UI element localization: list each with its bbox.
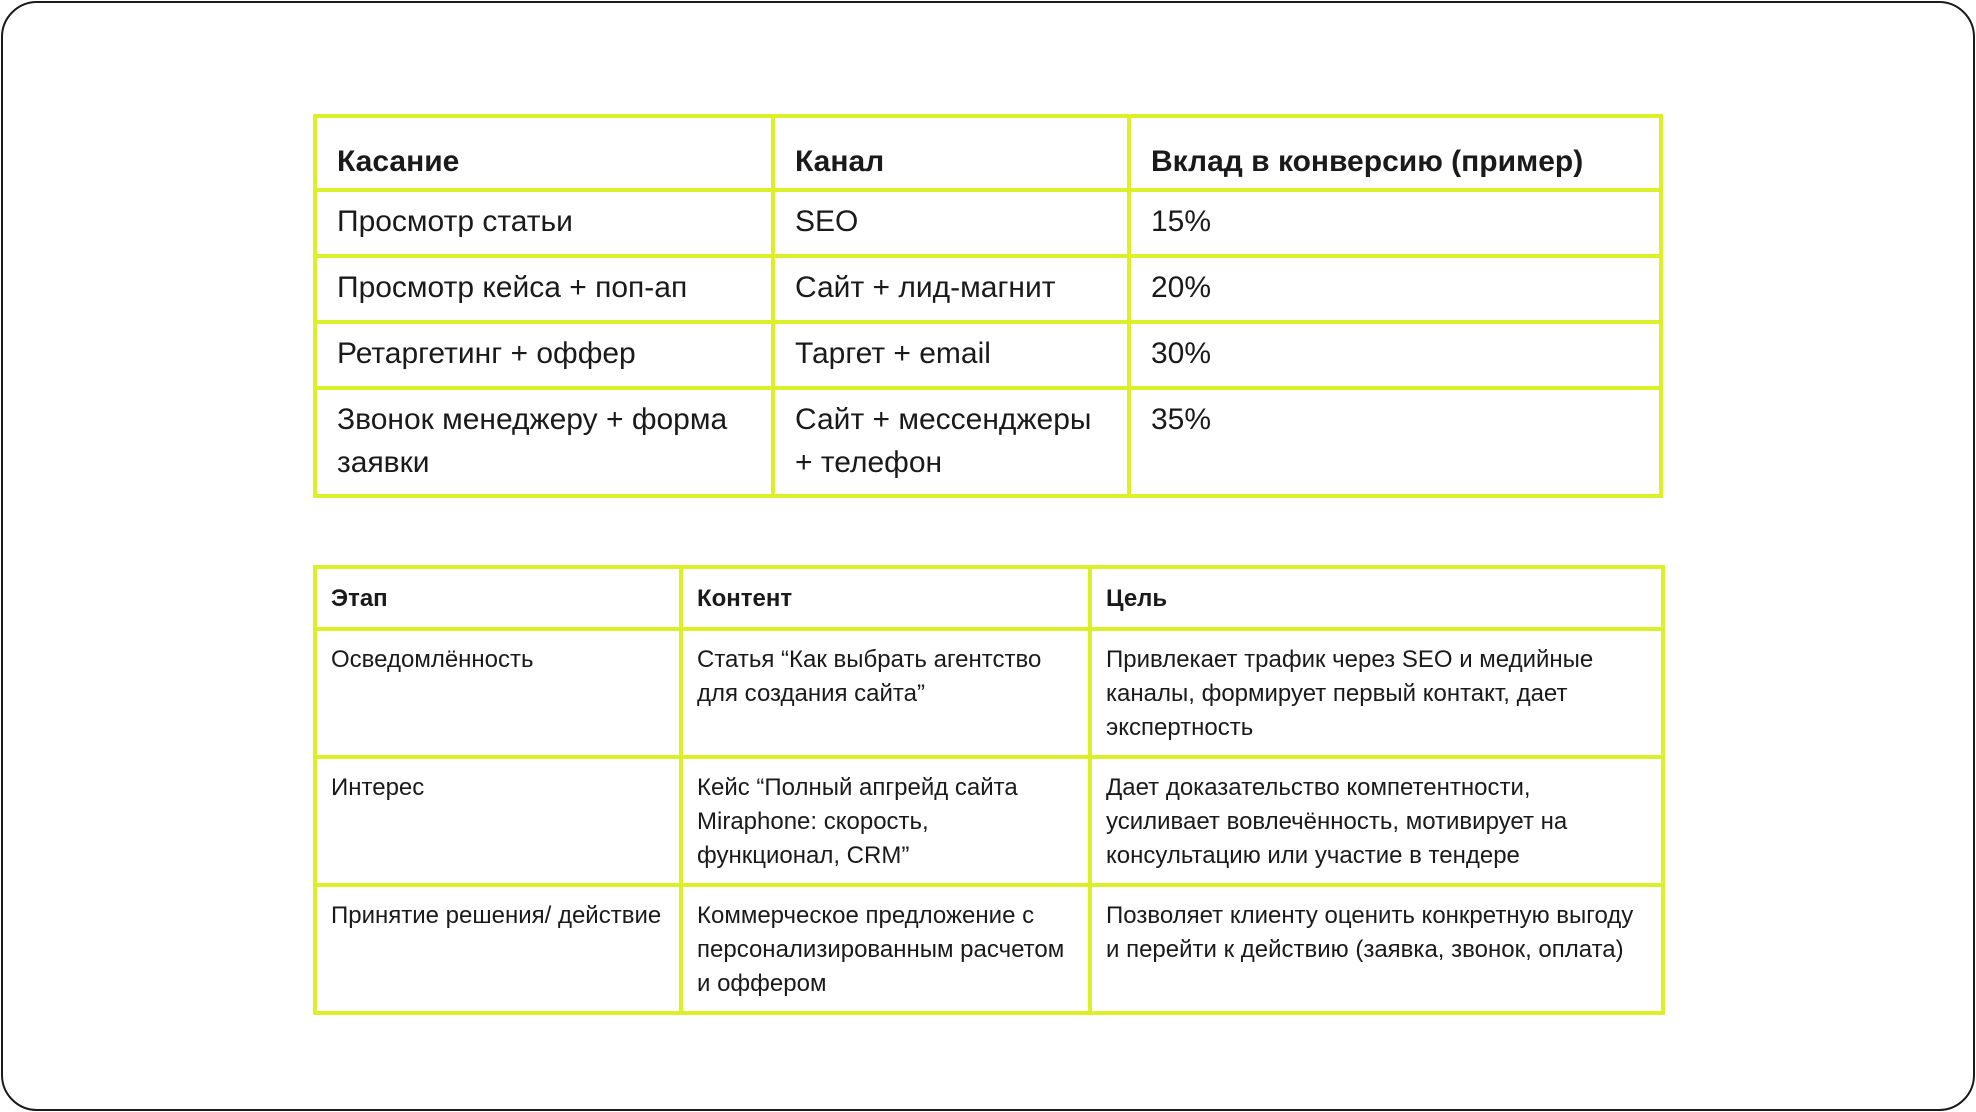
cell-content: Коммерческое предложение с персонализированным расчетом и оффером [681,885,1090,1013]
table-row [315,885,1663,1013]
cell-content: Кейс “Полный апгрейд сайта Miraphone: скорость, функционал, CRM” [681,757,1090,885]
cell-contribution: 20% [1129,256,1661,322]
cell-stage: Осведомлённость [315,629,681,757]
cell-channel: Сайт + мессенджеры + телефон [773,388,1129,496]
cell-contribution: 30% [1129,322,1661,388]
cell-contribution: 15% [1129,190,1661,256]
funnel-stages-table [313,565,1665,1015]
column-header-content: Контент [681,567,1090,629]
table-row [315,190,1661,256]
cell-touchpoint: Звонок менеджеру + форма заявки [315,388,773,496]
table-row [315,322,1661,388]
cell-channel: Таргет + email [773,322,1129,388]
table-row [315,757,1663,885]
column-header-touchpoint: Касание [315,116,773,190]
column-header-stage: Этап [315,567,681,629]
cell-goal: Дает доказательство компетентности, усиливает вовлечённость, мотивирует на консультацию или участие в тендере [1090,757,1663,885]
cell-content: Статья “Как выбрать агентство для создания сайта” [681,629,1090,757]
cell-goal: Привлекает трафик через SEO и медийные каналы, формирует первый контакт, дает экспертность [1090,629,1663,757]
cell-channel: SEO [773,190,1129,256]
column-header-contribution: Вклад в конверсию (пример) [1129,116,1661,190]
table-header-row [315,116,1661,190]
table-header-row [315,567,1663,629]
column-header-channel: Канал [773,116,1129,190]
cell-channel: Сайт + лид-магнит [773,256,1129,322]
cell-stage: Принятие решения/ действие [315,885,681,1013]
cell-contribution: 35% [1129,388,1661,496]
cell-goal: Позволяет клиенту оценить конкретную выгоду и перейти к действию (заявка, звонок, оплата) [1090,885,1663,1013]
cell-touchpoint: Просмотр статьи [315,190,773,256]
table-row [315,388,1661,496]
cell-stage: Интерес [315,757,681,885]
column-header-goal: Цель [1090,567,1663,629]
touchpoints-table [313,114,1663,498]
cell-touchpoint: Просмотр кейса + поп-ап [315,256,773,322]
cell-touchpoint: Ретаргетинг + оффер [315,322,773,388]
table-row [315,256,1661,322]
table-row [315,629,1663,757]
